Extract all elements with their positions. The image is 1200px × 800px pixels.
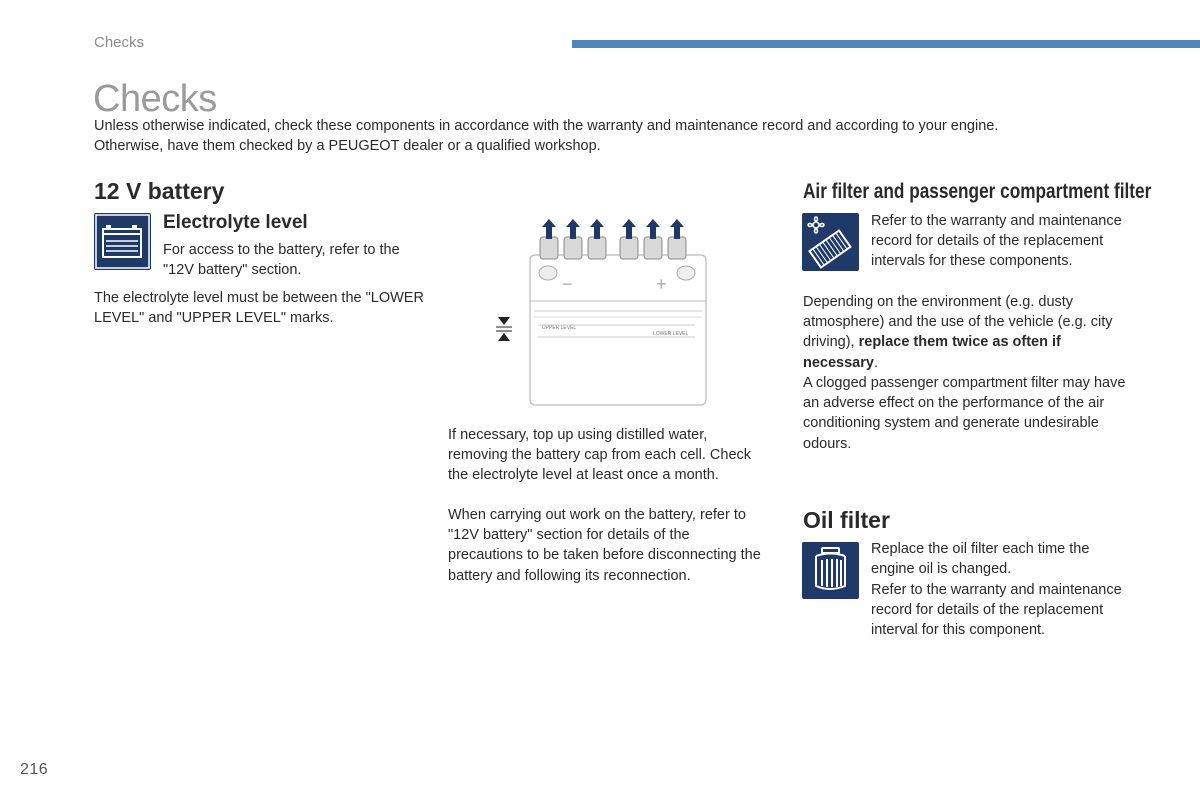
air-filter-text-1: Refer to the warranty and maintenance record for details of the replacement intervals for these components.	[871, 213, 1122, 270]
header-accent-bar	[572, 40, 1200, 48]
battery-heading: 12 V battery	[94, 178, 225, 204]
battery-work-text: When carrying out work on the battery, refer to "12V battery" section for details of the precautions to be taken before disconnecting the battery and following its reconnection.	[448, 507, 761, 584]
minus-terminal-sign: −	[562, 274, 573, 294]
battery-access-text: For access to the battery, refer to the "12V battery" section.	[163, 242, 400, 279]
page-number: 216	[20, 761, 49, 778]
intro-text	[94, 116, 1134, 156]
topup-text: If necessary, top up using distilled water, removing the battery cap from each cell. Check the electrolyte level at least once a month.	[448, 427, 752, 484]
lower-level-label: LOWER LEVEL	[653, 331, 689, 337]
plus-terminal-sign: +	[656, 274, 667, 294]
oil-filter-text-1: Replace the oil filter each time the engine oil is changed.	[871, 541, 1090, 578]
intro-line-1: Unless otherwise indicated, check these components in accordance with the warranty and maintenance record and according to your engine.	[94, 118, 999, 134]
electrolyte-level-heading: Electrolyte level	[163, 212, 308, 233]
battery-diagram	[490, 215, 720, 410]
air-filter-text-2-end: .	[873, 354, 878, 371]
air-filter-text-2-main: Depending on the environment (e.g. dusty atmosphere) and the use of the vehicle (e.g. city driving),	[803, 294, 1113, 351]
section-header-label: Checks	[94, 34, 145, 51]
air-filter-text-2-bold: replace them twice as often if necessary	[803, 334, 1061, 371]
intro-line-2: Otherwise, have them checked by a PEUGEOT dealer or a qualified workshop.	[94, 138, 601, 154]
air-filter-icon	[802, 213, 859, 271]
air-filter-text-2	[803, 292, 1138, 373]
air-filter-heading: Air filter and passenger compartment filter	[803, 180, 1152, 203]
oil-filter-text-2: Refer to the warranty and maintenance record for details of the replacement interval for this component.	[871, 582, 1122, 639]
electrolyte-level-text: The electrolyte level must be between the "LOWER LEVEL" and "UPPER LEVEL" marks.	[94, 290, 424, 327]
oil-filter-heading: Oil filter	[803, 507, 890, 533]
battery-icon	[94, 213, 151, 270]
oil-filter-icon	[802, 542, 859, 599]
upper-level-label: UPPER LEVEL	[542, 325, 577, 331]
page-title: Checks	[93, 78, 217, 120]
air-filter-text-3: A clogged passenger compartment filter may have an adverse effect on the performance of the air conditioning system and generate undesirable odours.	[803, 375, 1126, 452]
upper-level-marker	[496, 317, 512, 327]
lower-level-marker	[496, 331, 512, 341]
